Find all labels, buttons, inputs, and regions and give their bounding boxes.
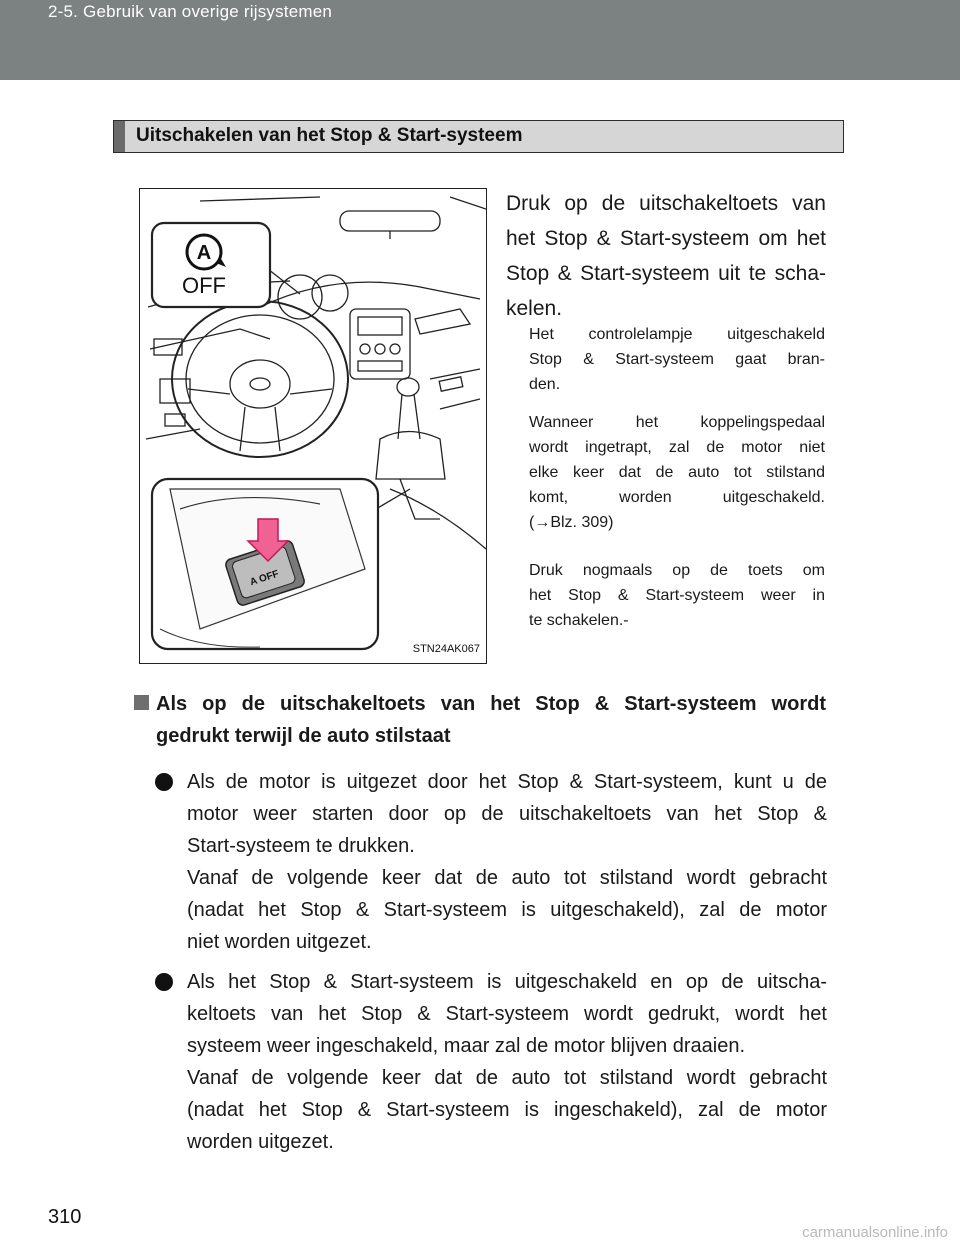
bullet-item — [187, 766, 827, 958]
note-line: het Stop & Start-systeem weer in — [529, 587, 825, 604]
note-line: Stop & Start-systeem gaat bran- — [529, 351, 825, 368]
dashboard-illustration — [139, 188, 487, 664]
watermark: carmanualsonline.info — [802, 1224, 948, 1241]
mirror-shape — [340, 211, 440, 231]
switch-inset — [152, 479, 378, 649]
note-line: komt, worden uitgeschakeld. — [529, 489, 825, 506]
bullet-line: (nadat het Stop & Start-systeem is ingeschakeld), zal de motor — [187, 1099, 827, 1121]
note-clutch — [529, 410, 825, 535]
svg-text:A OFF: A OFF — [248, 568, 281, 589]
icon-off-text: OFF — [182, 273, 226, 298]
bullet-item — [187, 966, 827, 1158]
intro-line: het Stop & Start-systeem om het — [506, 227, 826, 250]
section-title: Uitschakelen van het Stop & Start-systeem — [136, 125, 523, 146]
figure-code: STN24AK067 — [412, 643, 480, 655]
bullet-line: Vanaf de volgende keer dat de auto tot stilstand wordt gebracht — [187, 867, 827, 889]
intro-text — [506, 186, 826, 326]
heading-marker — [114, 121, 125, 152]
note-line: Druk nogmaals op de toets om — [529, 562, 825, 579]
note-reenable — [529, 558, 825, 633]
subheading-line: Als op de uitschakeltoets van het Stop & Start-systeem wordt — [156, 693, 826, 715]
note-line: wordt ingetrapt, zal de motor niet — [529, 439, 825, 456]
header-bar — [0, 0, 960, 80]
bullet-line: niet worden uitgezet. — [187, 931, 372, 953]
bullet-line: motor weer starten door op de uitschakeltoets van het Stop & — [187, 803, 827, 825]
bullet-dot-icon — [155, 773, 173, 791]
section-heading — [113, 120, 844, 153]
note-line: den. — [529, 376, 561, 393]
bullet-line: keltoets van het Stop & Start-systeem wordt gedrukt, wordt het — [187, 1003, 827, 1025]
bullet-line: Als het Stop & Start-systeem is uitgeschakeld en op de uitscha- — [187, 971, 827, 993]
intro-line: kelen. — [506, 297, 563, 320]
bullet-line: systeem weer ingeschakeld, maar zal de motor blijven draaien. — [187, 1035, 746, 1057]
intro-line: Stop & Start-systeem uit te scha- — [506, 262, 826, 285]
subheading — [156, 688, 826, 752]
bullet-dot-icon — [155, 973, 173, 991]
bullet-line: worden uitgezet. — [187, 1131, 334, 1153]
note-line: Wanneer het koppelingspedaal — [529, 414, 825, 431]
square-bullet-icon — [134, 695, 149, 710]
section-label: 2-5. Gebruik van overige rijsystemen — [48, 2, 333, 21]
note-indicator — [529, 322, 825, 397]
note-line: Het controlelampje uitgeschakeld — [529, 326, 825, 343]
bullet-line: (nadat het Stop & Start-systeem is uitgeschakeld), zal de motor — [187, 899, 827, 921]
intro-line: Druk op de uitschakeltoets van — [506, 192, 826, 215]
bullet-line: Start-systeem te drukken. — [187, 835, 415, 857]
page-number: 310 — [48, 1206, 82, 1228]
note-line: te schakelen.- — [529, 612, 629, 629]
icon-letter: A — [196, 242, 212, 264]
bullet-line: Vanaf de volgende keer dat de auto tot stilstand wordt gebracht — [187, 1067, 827, 1089]
note-line: elke keer dat de auto tot stilstand — [529, 464, 825, 481]
note-line: (→Blz. 309) — [529, 514, 614, 531]
off-icon-callout — [152, 223, 270, 307]
bullet-line: Als de motor is uitgezet door het Stop & Start-systeem, kunt u de — [187, 771, 827, 793]
subheading-line: gedrukt terwijl de auto stilstaat — [156, 725, 451, 747]
dashboard-drawing — [140, 189, 486, 663]
